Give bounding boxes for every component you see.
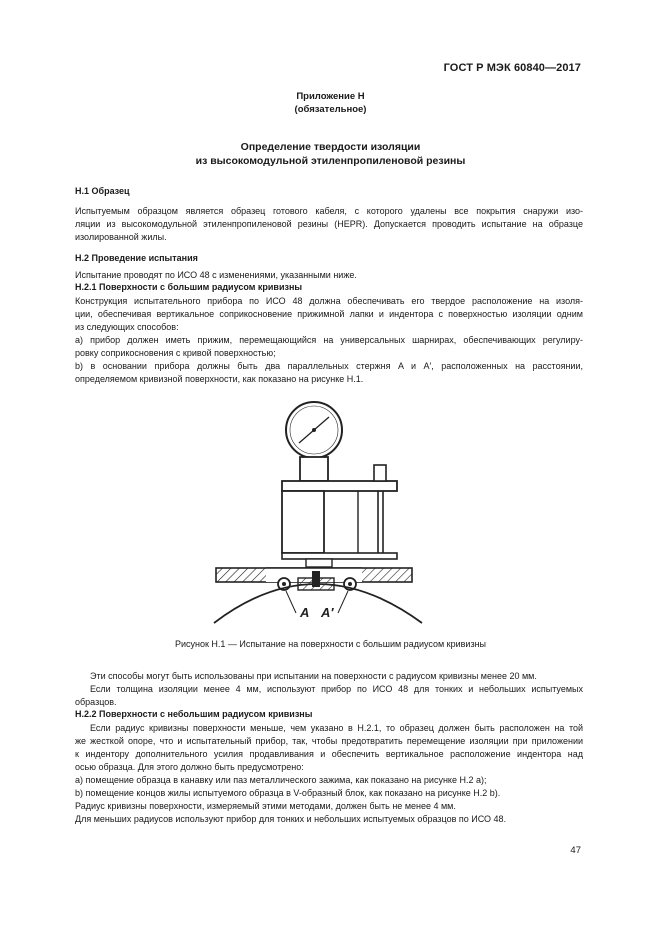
paragraph-line: Радиус кривизны поверхности, измеряемый этими методами, должен быть не менее 4 мм. [75,801,456,811]
paragraph-line: Конструкция испытательного прибора по ИСО 48 должна обеспечивать его твердое расположение на изоля- [75,296,583,306]
page-number: 47 [570,845,581,856]
section-heading-h1: Н.1 Образец [75,186,130,196]
list-item-a: а) помещение образца в канавку или паз металлического зажима, как показано на рисунке Н.2 а); [75,775,487,785]
document-title-line2: из высокомодульной этиленпропиленовой резины [195,155,466,167]
document-title-line1: Определение твердости изоляции [240,141,421,153]
standard-header: ГОСТ Р МЭК 60840—2017 [443,62,581,74]
guide-rod-top [374,465,386,481]
paragraph-line: Эти способы могут быть использованы при испытании на поверхности с радиусом кривизны менее 20 мм. [90,671,537,681]
paragraph-line: к индентору дополнительного усилия продавливания и обеспечить вертикальное расположение индентора над [75,749,583,759]
paragraph-line: Если толщина изоляции менее 4 мм, используют прибор по ИСО 48 для тонких и небольших испытуемых [90,684,583,694]
paragraph-line: Испытание проводят по ИСО 48 с изменениями, указанными ниже. [75,270,357,280]
paragraph-line: Испытуемым образцом является образец готового кабеля, с которого удалены все покрытия снаружи изо- [75,206,583,216]
paragraph-line: из следующих способов: [75,322,179,332]
subsection-heading-h21: Н.2.1 Поверхности с большим радиусом кривизны [75,282,303,292]
list-item-b: b) помещение концов жилы испытуемого образца в V-образный блок, как показано на рисунке Н.2 b). [75,788,501,798]
paragraph-line: же жесткой опоре, что и испытательный прибор, так, чтобы предотвратить перемещение изоляции при приложении [75,736,583,746]
section-heading-h2: Н.2 Проведение испытания [75,253,198,263]
gauge-stem [300,457,328,481]
appendix-type: (обязательное) [294,104,367,115]
paragraph-line: образцов. [75,697,117,707]
paragraph-line: ляции из высокомодульной этиленпропиленовой резины (HEPR). Допускается проводить испытание на образце [75,219,583,229]
paragraph-line: ровку соприкосновения с кривой поверхностью; [75,348,276,358]
list-item-b: b) в основании прибора должны быть два параллельных стержня A и A′, расположенных на расстоянии, [75,361,583,371]
paragraph-line: Для меньших радиусов используют прибор для тонких и небольших испытуемых образцов по ИСО 48. [75,814,507,824]
subsection-heading-h22: Н.2.2 Поверхности с небольшим радиусом кривизны [75,709,313,719]
top-plate [282,481,397,491]
list-item-a: а) прибор должен иметь прижим, перемещающийся на универсальных шарнирах, обеспечивающих регулиру- [75,335,583,345]
paragraph-line: Если радиус кривизны поверхности меньше, чем указано в Н.2.1, то образец должен быть расположен на той [90,723,583,733]
appendix-title: Приложение Н [296,91,365,102]
dial-gauge [286,402,342,458]
paragraph-line: ции, обеспечивая вертикальное соприкосновение прижимной лапки и индентора с поверхностью изоляции одним [75,309,583,319]
instrument-body [282,491,324,553]
lower-plate [282,553,397,559]
label-a-prime: A′ [321,605,334,620]
figure-caption: Рисунок Н.1 — Испытание на поверхности с большим радиусом кривизны [174,639,487,649]
paragraph-line: изолированной жилы. [75,232,167,242]
paragraph-line: определяемом кривизной поверхности, как показано на рисунке Н.1. [75,374,364,384]
figure-h1-diagram [200,395,440,625]
label-a: A [300,605,310,620]
paragraph-line: осью образца. Для этого должно быть предусмотрено: [75,762,304,772]
